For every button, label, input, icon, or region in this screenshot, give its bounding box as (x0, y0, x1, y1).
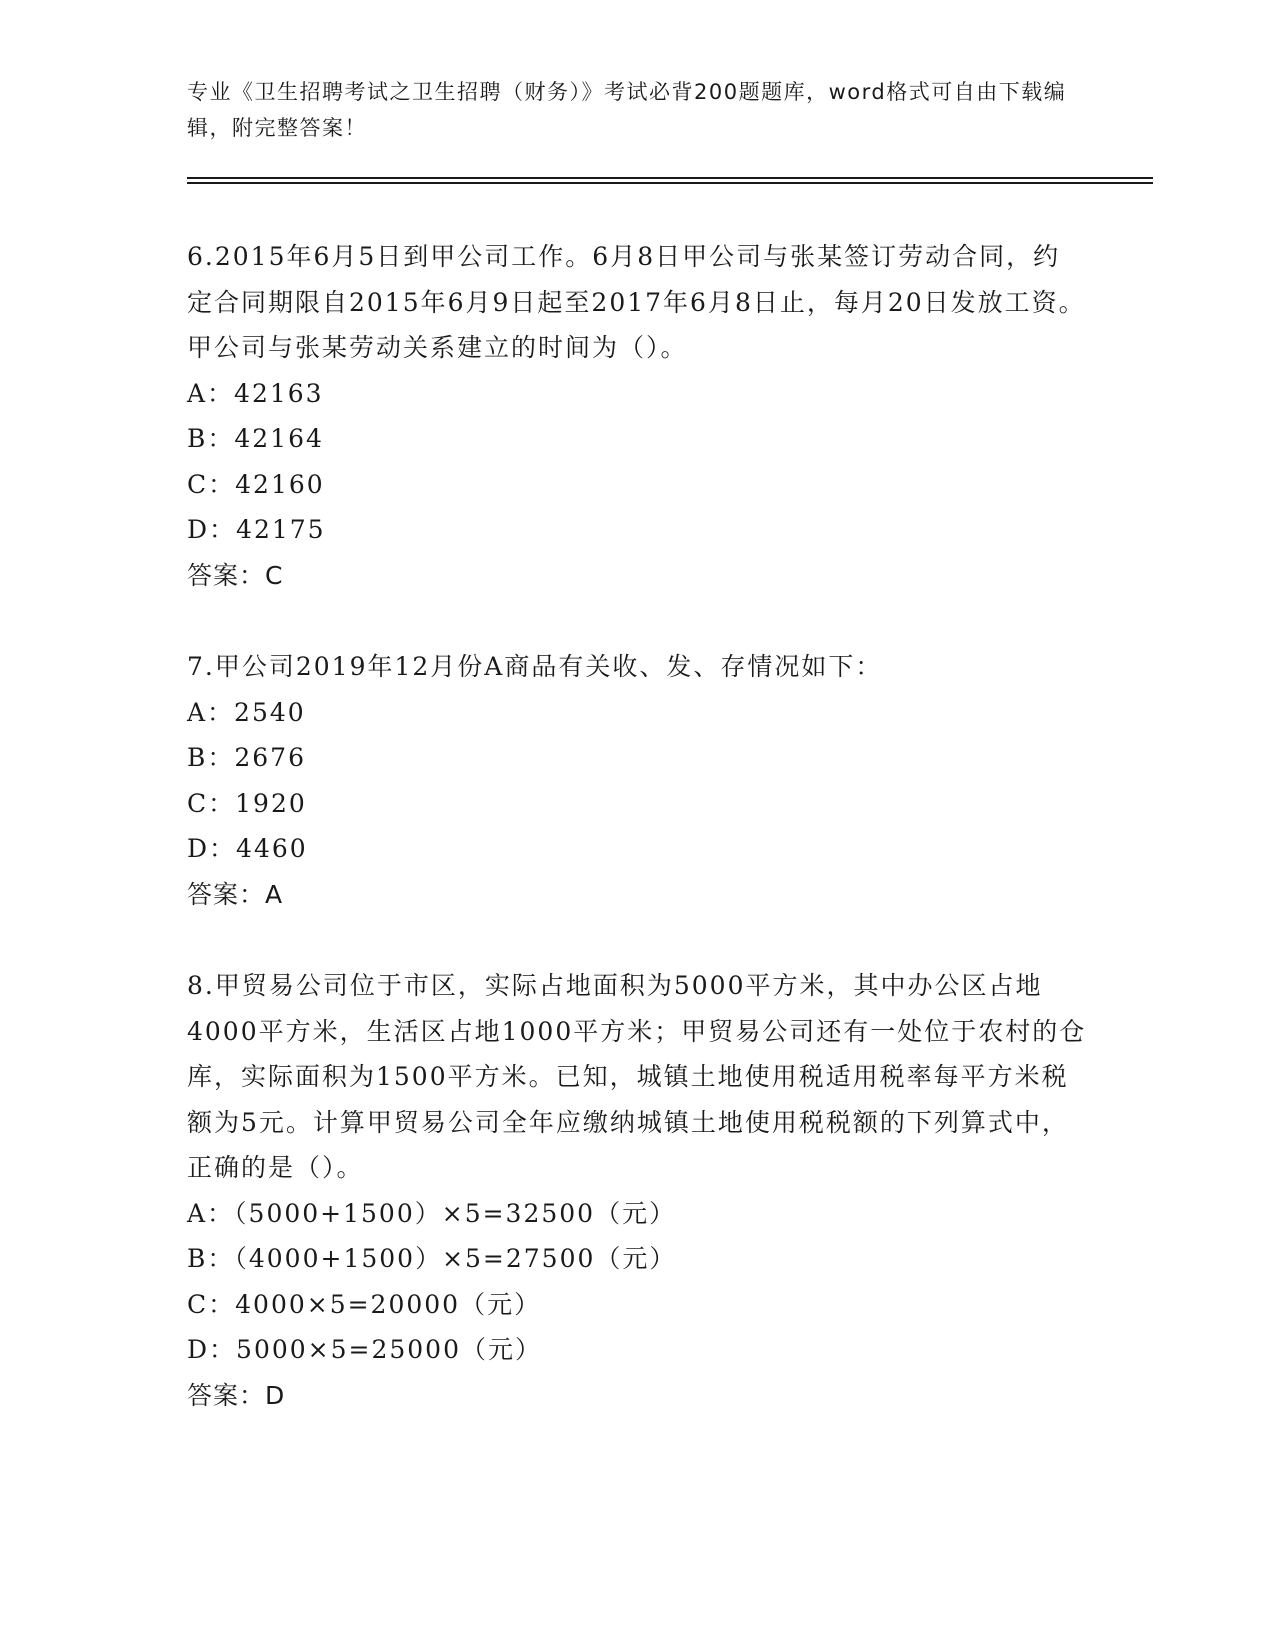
option-b: B：（4000+1500）×5=27500（元） (187, 1244, 677, 1273)
option-d: D：4460 (187, 834, 308, 863)
option-d: D：5000×5=25000（元） (187, 1335, 542, 1364)
question-stem: 6.2015年6月5日到甲公司工作。6月8日甲公司与张某签订劳动合同，约定合同期限自2015年6月9日起至2017年6月8日止，每月20日发放工资。甲公司与张某劳动关系建立的时间为（）。 (187, 242, 1086, 362)
answer-line: 答案：A (187, 879, 284, 909)
header-rule-bottom (187, 182, 1153, 184)
question-8 (187, 963, 1087, 1418)
header-rule-top (187, 177, 1153, 179)
document-header: 专业《卫生招聘考试之卫生招聘（财务）》考试必背200题题库，word格式可自由下载编辑，附完整答案！ (187, 80, 1067, 140)
option-a: A：2540 (187, 697, 306, 727)
question-stem: 7.甲公司2019年12月份A商品有关收、发、存情况如下： (187, 652, 883, 681)
option-c: C：42160 (187, 469, 325, 499)
question-7 (187, 644, 1087, 917)
question-6 (187, 234, 1087, 598)
option-a: A：（5000+1500）×5=32500（元） (187, 1198, 677, 1228)
question-stem: 8.甲贸易公司位于市区，实际占地面积为5000平方米，其中办公区占地4000平方米，生活区占地1000平方米；甲贸易公司还有一处位于农村的仓库，实际面积为1500平方米。已知，城镇土地使用税适用税率每平方米税额为5元。计算甲贸易公司全年应缴纳城镇土地使用税税额的下列算式中，正确的是（）。 (187, 971, 1087, 1182)
answer-line: 答案：D (187, 1380, 286, 1410)
answer-line: 答案：C (187, 560, 284, 590)
option-c: C：1920 (187, 788, 307, 818)
option-c: C：4000×5=20000（元） (187, 1289, 542, 1319)
option-b: B：42164 (187, 424, 324, 453)
question-list (187, 234, 1087, 1464)
option-a: A：42163 (187, 378, 324, 408)
option-d: D：42175 (187, 515, 326, 544)
option-b: B：2676 (187, 743, 306, 772)
